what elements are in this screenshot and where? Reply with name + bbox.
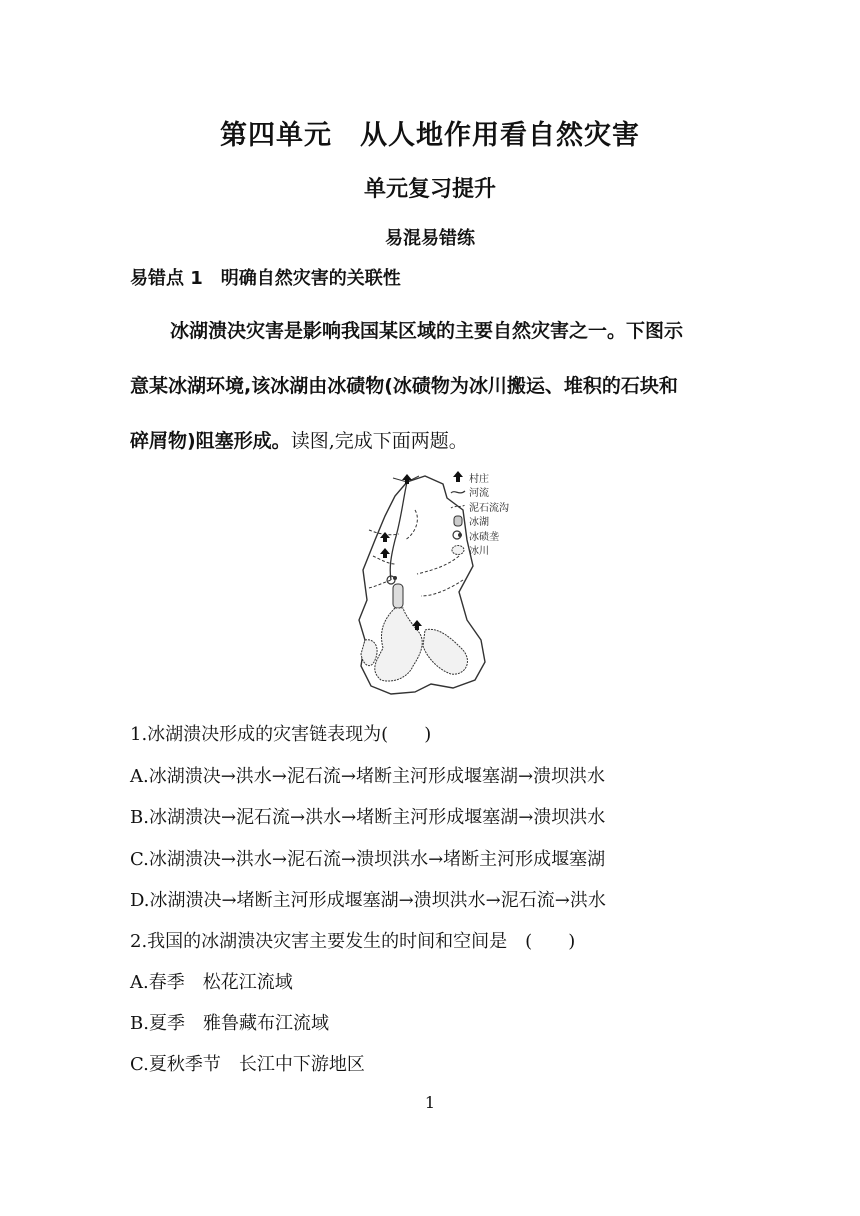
question-2-option-b: B.夏季 雅鲁藏布江流域 xyxy=(130,1013,329,1034)
main-river xyxy=(390,482,407,580)
legend-item: 村庄 xyxy=(450,470,540,485)
section-heading: 易混易错练 xyxy=(385,228,475,249)
glacier-icon xyxy=(450,544,466,556)
moraine-ridge-icon xyxy=(450,529,466,541)
question-2-option-a: A.春季 松花江流域 xyxy=(130,972,293,993)
question-2-option-c: C.夏秋季节 长江中下游地区 xyxy=(130,1054,365,1075)
page-subtitle: 单元复习提升 xyxy=(363,177,496,202)
question-1-option-c: C.冰湖溃决→洪水→泥石流→溃坝洪水→堵断主河形成堰塞湖 xyxy=(130,849,606,870)
legend-item: 冰碛垄 xyxy=(450,528,540,543)
legend-item: 冰川 xyxy=(450,543,540,558)
question-2-stem: 2.我国的冰湖溃决灾害主要发生的时间和空间是 ( ) xyxy=(130,931,576,952)
intro-line-3: 碎屑物)阻塞形成。读图,完成下面两题。 xyxy=(130,430,468,452)
intro-line-1: 冰湖溃决灾害是影响我国某区域的主要自然灾害之一。下图示 xyxy=(170,320,684,342)
village-icon xyxy=(450,471,466,483)
legend-item: 泥石流沟 xyxy=(450,499,540,514)
page-number: 1 xyxy=(424,1093,436,1112)
river-icon xyxy=(450,486,466,498)
page-title: 第四单元 从人地作用看自然灾害 xyxy=(220,120,640,151)
map-legend xyxy=(450,470,540,557)
debris-gully-icon xyxy=(450,500,466,512)
intro-line-2: 意某冰湖环境,该冰湖由冰碛物(冰碛物为冰川搬运、堆积的石块和 xyxy=(130,375,678,397)
legend-item: 冰湖 xyxy=(450,514,540,529)
question-1-option-a: A.冰湖溃决→洪水→泥石流→堵断主河形成堰塞湖→溃坝洪水 xyxy=(130,766,606,787)
legend-item: 河流 xyxy=(450,485,540,500)
glacial-lake-icon xyxy=(450,515,466,527)
question-1-option-d: D.冰湖溃决→堵断主河形成堰塞湖→溃坝洪水→泥石流→洪水 xyxy=(130,890,606,911)
error-point-heading: 易错点 1 明确自然灾害的关联性 xyxy=(130,268,401,289)
glacial-lake-shape xyxy=(393,584,403,608)
question-1-option-b: B.冰湖溃决→泥石流→洪水→堵断主河形成堰塞湖→溃坝洪水 xyxy=(130,807,606,828)
question-1-stem: 1.冰湖溃决形成的灾害链表现为( ) xyxy=(130,724,432,745)
glacier-shape xyxy=(375,608,422,681)
